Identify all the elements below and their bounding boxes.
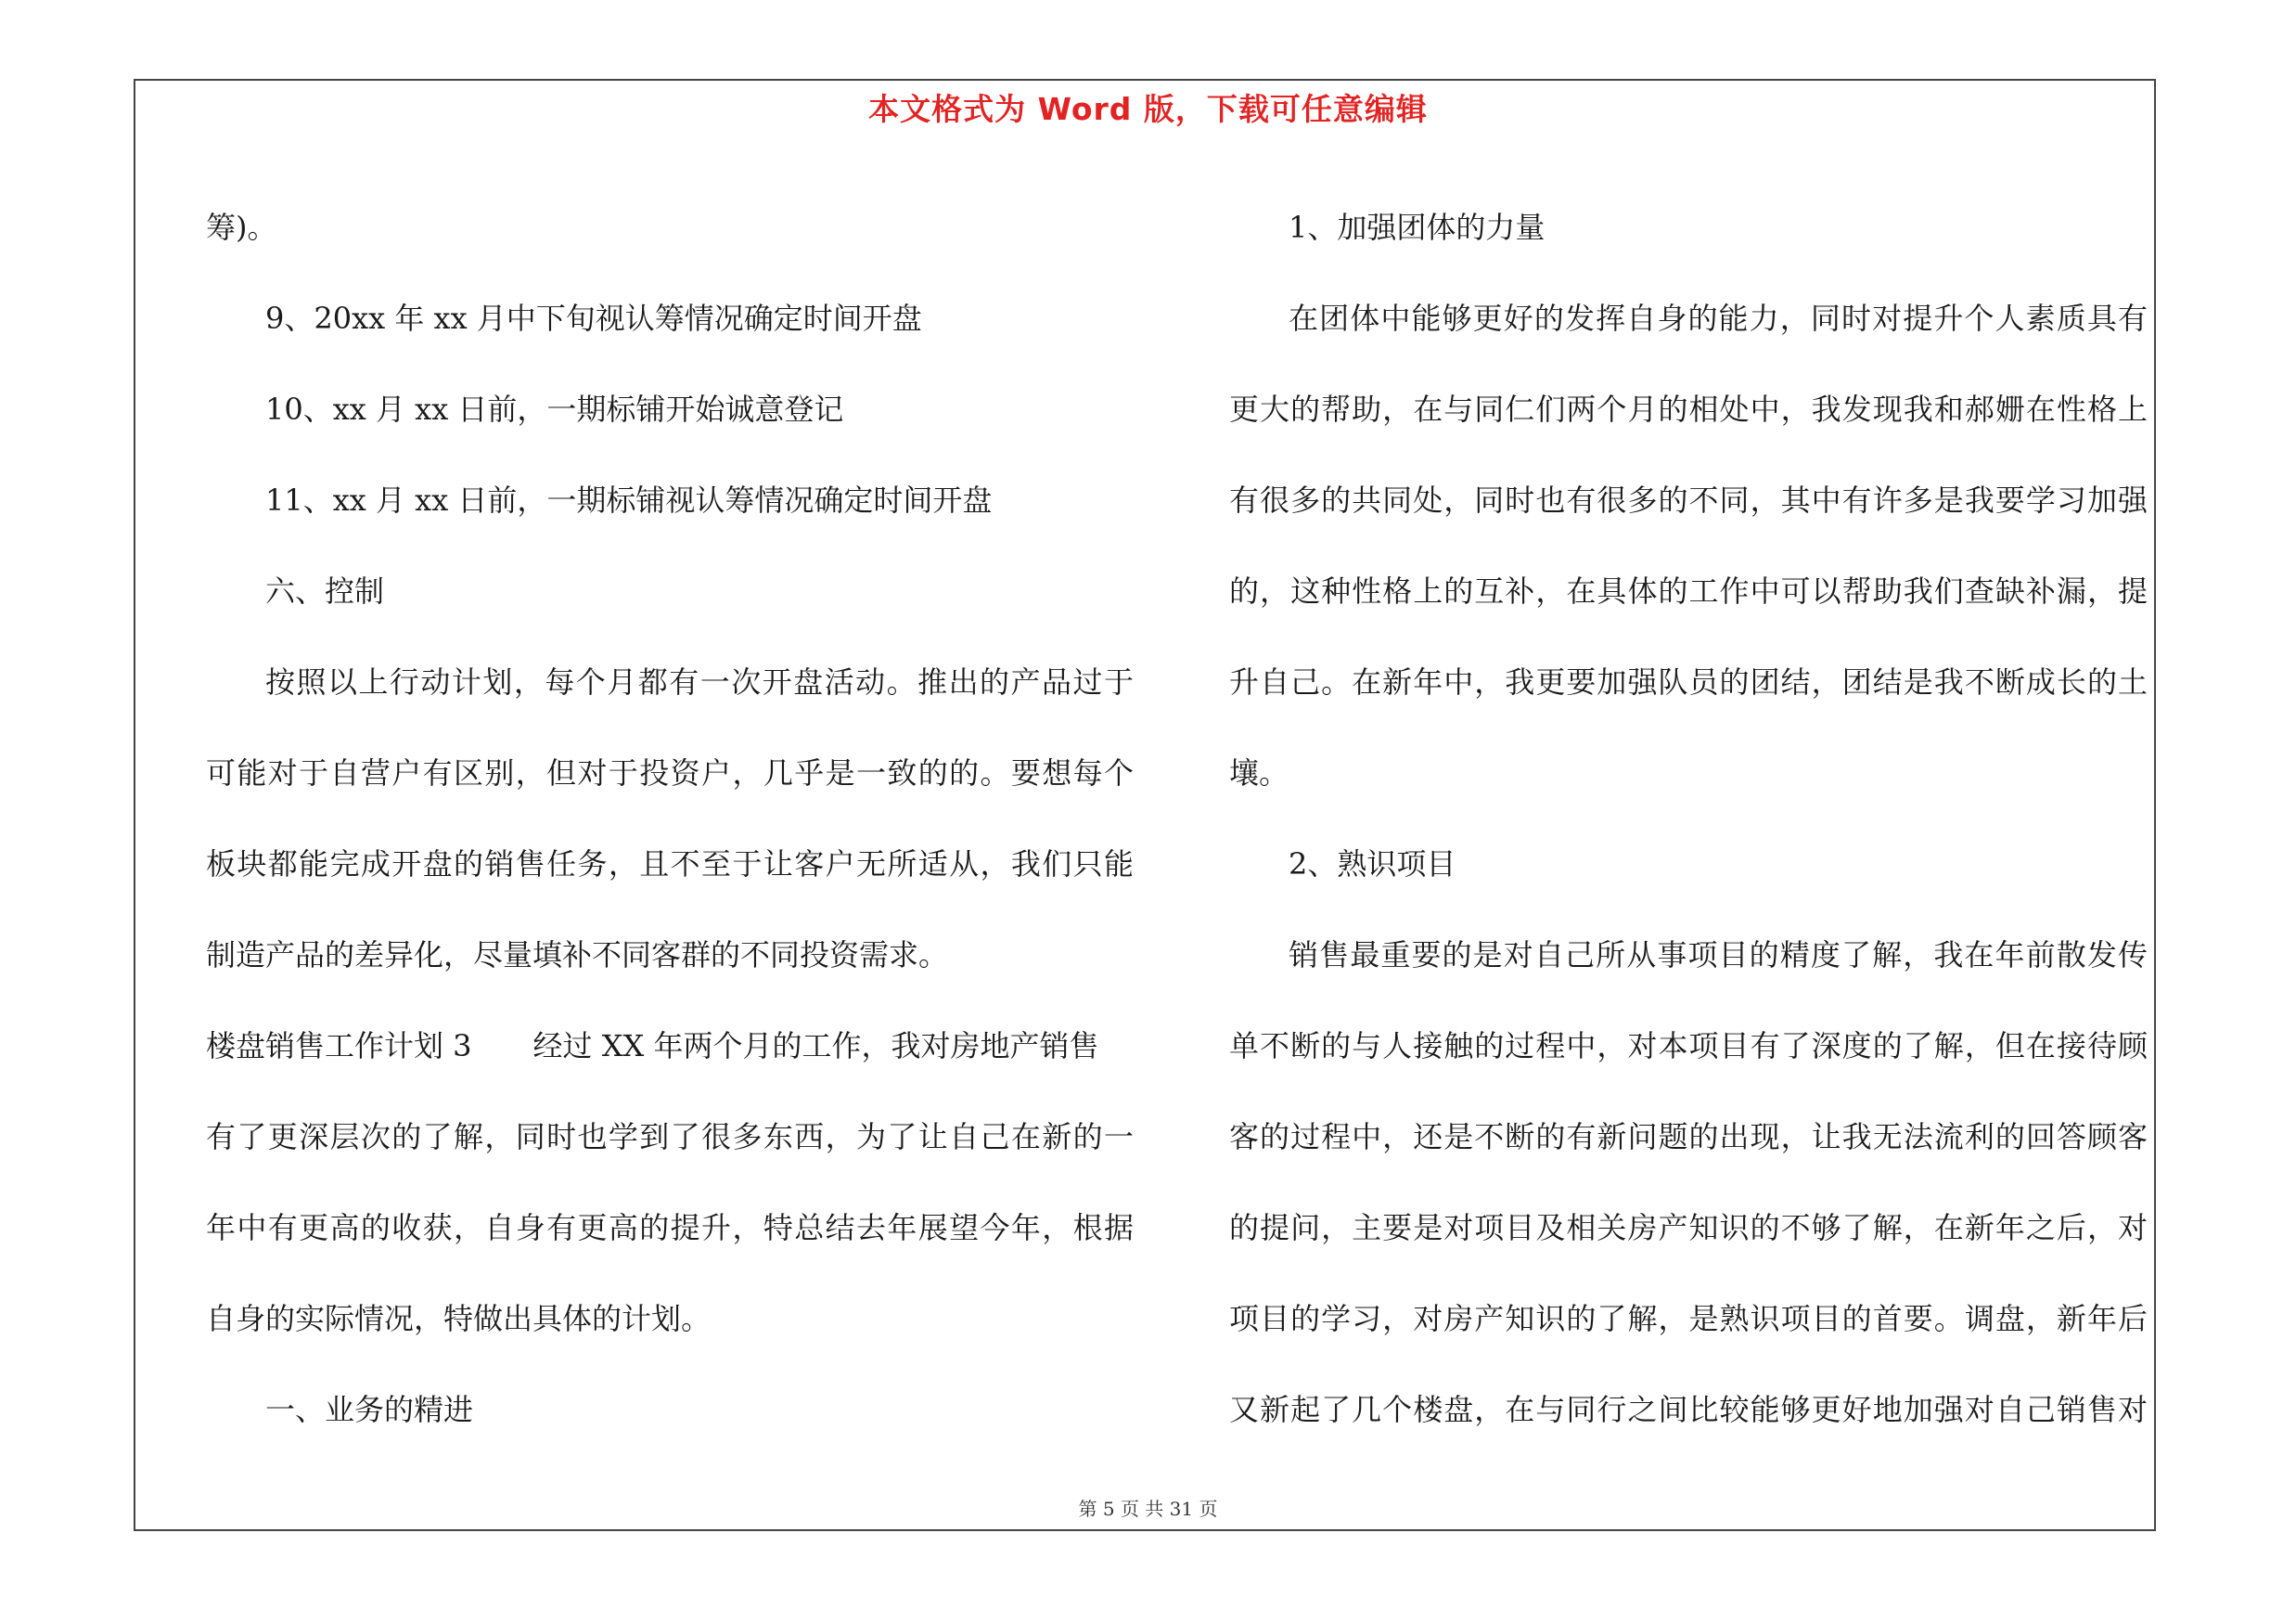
paragraph-line: 的提问，主要是对项目及相关房产知识的不够了解，在新年之后，对	[1229, 1210, 2148, 1245]
section-heading: 1、加强团体的力量	[1289, 210, 1546, 245]
paragraph-line: 更大的帮助，在与同仁们两个月的相处中，我发现我和郝姗在性格上	[1229, 392, 2148, 427]
paragraph-text: 经过 XX 年两个月的工作，我对房地产销售	[532, 1028, 1099, 1063]
paragraph-line: 按照以上行动计划，每个月都有一次开盘活动。推出的产品过于	[265, 664, 1134, 700]
paragraph-line: 又新起了几个楼盘，在与同行之间比较能够更好地加强对自己销售对	[1229, 1392, 2148, 1427]
paragraph-line: 的，这种性格上的互补，在具体的工作中可以帮助我们查缺补漏，提	[1229, 573, 2148, 609]
paragraph-line: 可能对于自营户有区别，但对于投资户，几乎是一致的的。要想每个	[206, 755, 1134, 791]
list-item: 10、xx 月 xx 日前，一期标铺开始诚意登记	[265, 392, 844, 427]
paragraph-line: 有了更深层次的了解，同时也学到了很多东西，为了让自己在新的一	[206, 1119, 1134, 1154]
paragraph-line: 单不断的与人接触的过程中，对本项目有了深度的了解，但在接待顾	[1229, 1028, 2148, 1063]
paragraph-line: 升自己。在新年中，我更要加强队员的团结，团结是我不断成长的土	[1229, 664, 2148, 700]
editable-banner: 本文格式为 Word 版，下载可任意编辑	[868, 91, 1428, 127]
paragraph-line: 筹)。	[206, 210, 277, 245]
paragraph-line: 年中有更高的收获，自身有更高的提升，特总结去年展望今年，根据	[206, 1210, 1134, 1245]
section-heading: 一、业务的精进	[265, 1392, 474, 1427]
right-column	[1229, 182, 2148, 1455]
paragraph-line: 壤。	[1229, 755, 1289, 791]
page-number: 第 5 页 共 31 页	[1078, 1498, 1218, 1520]
paragraph-line	[206, 1000, 1134, 1091]
paragraph-line: 销售最重要的是对自己所从事项目的精度了解，我在年前散发传	[1289, 937, 2148, 973]
paragraph-line: 板块都能完成开盘的销售任务，且不至于让客户无所适从，我们只能	[206, 846, 1134, 882]
paragraph-line: 客的过程中，还是不断的有新问题的出现，让我无法流利的回答顾客	[1229, 1119, 2148, 1154]
paragraph-line: 项目的学习，对房产知识的了解，是熟识项目的首要。调盘，新年后	[1229, 1301, 2148, 1336]
paragraph-line: 制造产品的差异化，尽量填补不同客群的不同投资需求。	[206, 937, 949, 973]
paragraph-line: 有很多的共同处，同时也有很多的不同，其中有许多是我要学习加强	[1229, 483, 2148, 518]
left-column	[206, 182, 1134, 1455]
paragraph-line: 在团体中能够更好的发挥自身的能力，同时对提升个人素质具有	[1289, 301, 2148, 336]
section-heading: 六、控制	[265, 573, 385, 609]
section-heading: 2、熟识项目	[1289, 846, 1456, 882]
list-item: 9、20xx 年 xx 月中下旬视认筹情况确定时间开盘	[265, 301, 922, 336]
list-item: 11、xx 月 xx 日前，一期标铺视认筹情况确定时间开盘	[265, 483, 993, 518]
paragraph-line: 自身的实际情况，特做出具体的计划。	[206, 1301, 712, 1336]
document-title: 楼盘销售工作计划 3	[206, 1028, 472, 1063]
